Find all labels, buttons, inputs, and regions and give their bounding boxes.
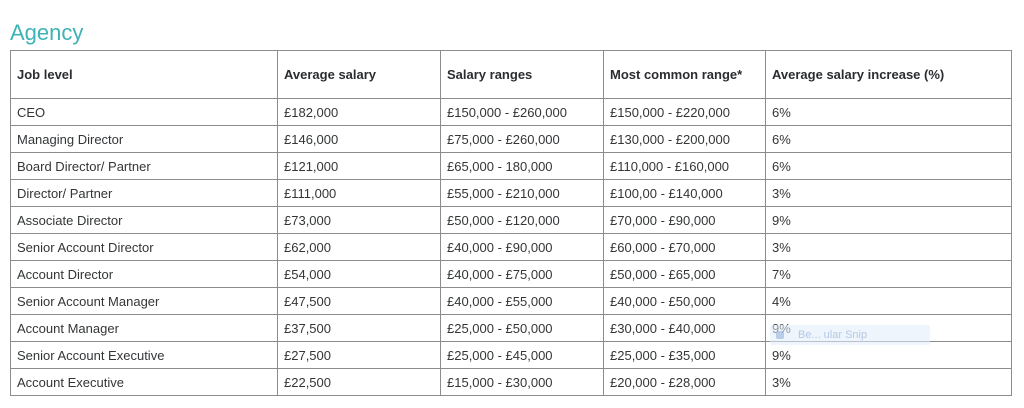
- header-salary-ranges: Salary ranges: [441, 51, 604, 99]
- cell-salary-range: £40,000 - £55,000: [441, 288, 604, 315]
- cell-most-common-range: £100,00 - £140,000: [604, 180, 766, 207]
- table-row: [11, 261, 1012, 288]
- header-average-salary: Average salary: [278, 51, 441, 99]
- snip-overlay-chip[interactable]: [770, 325, 930, 345]
- cell-job-level: Director/ Partner: [11, 180, 278, 207]
- cell-average-salary: £22,500: [278, 369, 441, 396]
- cell-salary-increase: 6%: [766, 153, 1012, 180]
- table-header-row: [11, 51, 1012, 99]
- cell-job-level: Account Manager: [11, 315, 278, 342]
- cell-salary-range: £25,000 - £45,000: [441, 342, 604, 369]
- cell-salary-increase: 3%: [766, 180, 1012, 207]
- header-average-salary-increase: Average salary increase (%): [766, 51, 1012, 99]
- cell-job-level: Senior Account Manager: [11, 288, 278, 315]
- cell-job-level: CEO: [11, 99, 278, 126]
- cell-salary-increase: 6%: [766, 99, 1012, 126]
- cell-average-salary: £47,500: [278, 288, 441, 315]
- cell-average-salary: £121,000: [278, 153, 441, 180]
- cell-most-common-range: £130,000 - £200,000: [604, 126, 766, 153]
- cell-average-salary: £73,000: [278, 207, 441, 234]
- cell-average-salary: £62,000: [278, 234, 441, 261]
- cell-salary-range: £55,000 - £210,000: [441, 180, 604, 207]
- page-title: Agency: [10, 19, 84, 45]
- cell-job-level: Associate Director: [11, 207, 278, 234]
- header-job-level: Job level: [11, 51, 278, 99]
- cell-most-common-range: £30,000 - £40,000: [604, 315, 766, 342]
- table-row: [11, 99, 1012, 126]
- table-row: [11, 288, 1012, 315]
- table-row: [11, 234, 1012, 261]
- cell-job-level: Senior Account Director: [11, 234, 278, 261]
- table-row: [11, 369, 1012, 396]
- cell-average-salary: £146,000: [278, 126, 441, 153]
- cell-job-level: Account Executive: [11, 369, 278, 396]
- table-row: [11, 126, 1012, 153]
- cell-job-level: Board Director/ Partner: [11, 153, 278, 180]
- cell-most-common-range: £60,000 - £70,000: [604, 234, 766, 261]
- cell-most-common-range: £25,000 - £35,000: [604, 342, 766, 369]
- cell-salary-range: £40,000 - £90,000: [441, 234, 604, 261]
- cell-most-common-range: £40,000 - £50,000: [604, 288, 766, 315]
- cell-salary-range: £150,000 - £260,000: [441, 99, 604, 126]
- cell-job-level: Account Director: [11, 261, 278, 288]
- cell-salary-increase: 6%: [766, 126, 1012, 153]
- cell-salary-increase: 7%: [766, 261, 1012, 288]
- cell-average-salary: £182,000: [278, 99, 441, 126]
- cell-salary-increase: 9%: [766, 342, 1012, 369]
- snip-overlay-label: Be... ular Snip: [798, 329, 868, 341]
- header-most-common-range: Most common range*: [604, 51, 766, 99]
- cell-average-salary: £37,500: [278, 315, 441, 342]
- cell-most-common-range: £20,000 - £28,000: [604, 369, 766, 396]
- cell-most-common-range: £150,000 - £220,000: [604, 99, 766, 126]
- table-row: [11, 207, 1012, 234]
- cell-average-salary: £111,000: [278, 180, 441, 207]
- clip-icon: [776, 331, 784, 339]
- cell-average-salary: £27,500: [278, 342, 441, 369]
- cell-salary-range: £15,000 - £30,000: [441, 369, 604, 396]
- cell-salary-increase: 3%: [766, 369, 1012, 396]
- cell-salary-increase: 9%: [766, 207, 1012, 234]
- cell-most-common-range: £70,000 - £90,000: [604, 207, 766, 234]
- cell-salary-range: £25,000 - £50,000: [441, 315, 604, 342]
- cell-salary-range: £40,000 - £75,000: [441, 261, 604, 288]
- table-row: [11, 153, 1012, 180]
- cell-job-level: Managing Director: [11, 126, 278, 153]
- cell-salary-increase: 3%: [766, 234, 1012, 261]
- table-row: [11, 180, 1012, 207]
- cell-job-level: Senior Account Executive: [11, 342, 278, 369]
- cell-salary-range: £50,000 - £120,000: [441, 207, 604, 234]
- cell-average-salary: £54,000: [278, 261, 441, 288]
- cell-salary-range: £75,000 - £260,000: [441, 126, 604, 153]
- cell-most-common-range: £50,000 - £65,000: [604, 261, 766, 288]
- cell-salary-range: £65,000 - 180,000: [441, 153, 604, 180]
- cell-salary-increase: 4%: [766, 288, 1012, 315]
- cell-most-common-range: £110,000 - £160,000: [604, 153, 766, 180]
- table-row: [11, 342, 1012, 369]
